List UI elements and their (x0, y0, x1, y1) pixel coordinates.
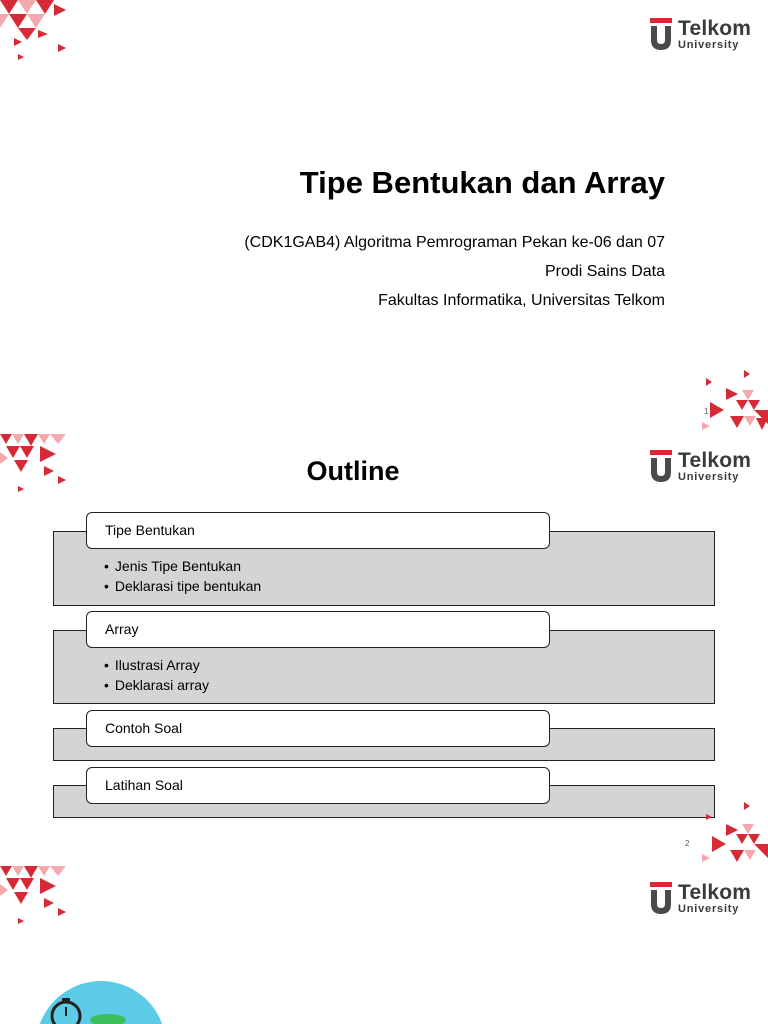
logo-sub: University (678, 471, 740, 483)
outline-title: Outline (306, 456, 400, 486)
triangle-pattern-icon (0, 864, 72, 928)
logo-name: Telkom (678, 449, 752, 472)
stopwatch-icon (48, 998, 84, 1024)
telkom-logo (648, 17, 752, 58)
section-label-array: Array (86, 611, 550, 648)
page-number: 2 (685, 839, 690, 848)
triangle-pattern-icon (700, 800, 768, 864)
logo-sub: University (678, 903, 740, 915)
subtitle-line-course: (CDK1GAB4) Algoritma Pemrograman Pekan ke-06 dan 07 (244, 234, 665, 251)
leaf-icon (88, 1012, 128, 1024)
section-label-contoh-soal: Contoh Soal (86, 710, 550, 747)
subtitle-line-faculty: Fakultas Informatika, Universitas Telkom (378, 292, 665, 309)
outline-slide (0, 432, 768, 864)
section-label-latihan-soal: Latihan Soal (86, 767, 550, 804)
telkom-logo-icon (648, 18, 674, 52)
telkom-logo-icon (648, 882, 674, 916)
section-bullets (104, 556, 261, 596)
slide-subtitle (244, 228, 665, 315)
triangle-pattern-icon (0, 0, 72, 64)
subtitle-line-program: Prodi Sains Data (544, 263, 665, 280)
bullet-item: • Deklarasi tipe bentukan (104, 576, 261, 596)
slide-title: Tipe Bentukan dan Array (299, 165, 665, 200)
logo-name: Telkom (678, 881, 752, 904)
telkom-logo (648, 881, 752, 922)
bullet-item: • Ilustrasi Array (104, 655, 209, 675)
section-label-tipe-bentukan: Tipe Bentukan (86, 512, 550, 549)
logo-name: Telkom (678, 17, 752, 40)
section-bullets (104, 655, 209, 695)
triangle-pattern-icon (700, 368, 768, 432)
page-number: 1 (704, 407, 709, 416)
next-slide-partial (0, 864, 768, 1024)
bullet-item: • Jenis Tipe Bentukan (104, 556, 261, 576)
title-slide (0, 0, 768, 432)
bullet-item: • Deklarasi array (104, 675, 209, 695)
logo-sub: University (678, 39, 740, 51)
